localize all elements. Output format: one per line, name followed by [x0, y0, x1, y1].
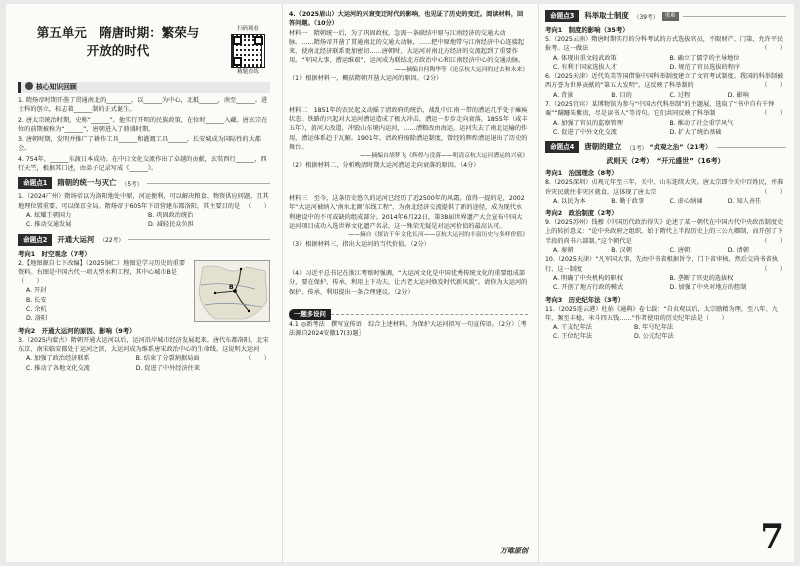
question-5	[545, 35, 786, 54]
review-header	[18, 82, 270, 93]
kp3-sub1: 考向1 制度的影响（35考）	[545, 26, 629, 34]
expand-header	[289, 309, 528, 320]
kp4-header	[545, 141, 786, 153]
option-d[interactable]: D. 清朝	[727, 247, 749, 255]
city-b-label: B	[229, 283, 234, 291]
kp3-tag: 命题点3	[545, 10, 579, 22]
unit-title-line2: 开放的时代	[86, 43, 150, 58]
answer-space[interactable]	[289, 84, 528, 106]
option-d[interactable]: D. 减轻民众负担	[148, 221, 194, 229]
option-d[interactable]: D. 洛阳	[26, 315, 48, 323]
option-a[interactable]: A. 以民为本	[553, 197, 586, 205]
option-c[interactable]: C. 促进了中外文化交流	[553, 128, 617, 136]
kp2-header	[18, 234, 270, 246]
review-item-2: 2. 唐太宗统治时期，史称“______”。他实行开明的民族政策，在位时______入藏。唐玄宗在位的前期被称为“______”，唐朝进入了鼎盛时期。	[18, 116, 268, 133]
unit-title	[18, 24, 218, 60]
question-10-text: 10.（2025天津）“凡军国大事，先由中书省根据旨令，门下省审核，然后交尚书省执行，这一制度	[545, 256, 778, 273]
answer-blank[interactable]: （ ）	[18, 278, 43, 286]
question-2-text: 2.【地图源自七下改编】（2025铜仁）地图是学习历史的重要资料。右图是中国古代一项大型水利工程，其中心城市B是	[18, 259, 186, 276]
answer-space[interactable]	[289, 297, 528, 305]
kp2-sub1: 考向1 时空观念（7考）	[18, 249, 91, 258]
column-left	[6, 4, 276, 562]
publisher-logo: 万唯原创	[500, 547, 528, 555]
option-c[interactable]: C. 有利于国家选拔人才	[553, 63, 617, 71]
sub-question-2: （2）根据材料二，分析晚清时期大运河漕运走向衰落的原因。（4分）	[289, 161, 480, 169]
answer-blank[interactable]: （ ）	[245, 355, 270, 363]
kp1-count: （5考）	[121, 181, 143, 188]
option-d[interactable]: D. 公元纪年法	[634, 333, 674, 341]
question-7-options	[545, 119, 786, 138]
qr-code-icon[interactable]	[231, 34, 265, 68]
answer-blank[interactable]: （ ）	[761, 45, 786, 53]
kp4-sub1: 考向1 治国理念（8考）	[545, 169, 618, 178]
material-3-source: ——摘自《探访千年文化长河——京杭大运河的丰富历史与多样价值》	[348, 232, 528, 239]
review-title: 核心知识回顾	[36, 83, 77, 91]
divider	[331, 314, 528, 315]
answer-blank[interactable]: （ ）	[761, 82, 786, 90]
kp2-name: 开通大运河	[57, 234, 95, 244]
answer-blank[interactable]: （ ）	[702, 314, 728, 322]
option-c[interactable]: C. 过程	[669, 91, 691, 99]
question-11-options	[545, 323, 715, 342]
city-marker	[214, 291, 216, 293]
sub-question-1: （1）根据材料一，概括隋朝开凿大运河的原因。（2分）	[289, 75, 443, 83]
option-b[interactable]: B. 年号纪年法	[634, 324, 674, 332]
answer-blank[interactable]: （ ）	[761, 110, 786, 118]
kp3-count: （39考）	[633, 14, 659, 21]
sub-question-3: （3）根据材料三，指出大运河的当代价值。（2分）	[289, 240, 430, 248]
kp4-sub2: 考向2 政治制度（2考）	[545, 209, 618, 218]
answer-space[interactable]	[289, 249, 528, 269]
city-b-marker	[233, 289, 237, 293]
question-7-text: 7.（2025宜宾）某博物馆为参与“中国古代科举制”的主题展，选取了“书中自有千钟粟”“蹒跚朱紫贵，尽是读书人”等诗句。它们共同反映了科举制	[545, 101, 775, 118]
kp4-count: （1考）	[626, 145, 648, 152]
kp3-name: 科举取士制度	[584, 11, 629, 20]
question-9-options	[545, 246, 786, 255]
question-4: 4.（2025眉山）大运河的兴衰变迁时代的影响，也见证了历史的变迁。阅读材料，回答问题。（10分）	[289, 11, 524, 28]
qr-top-label: 扫码观看	[237, 26, 259, 32]
question-7	[545, 100, 786, 119]
option-b[interactable]: B. 结束了分裂割据局面	[135, 355, 200, 363]
land-shape	[199, 265, 267, 318]
question-3-text: 3.（2025内蒙古）隋朝开通大运河以后，运河沿岸城市经济发展起来。唐代东都洛阳、北宋东京、南宋临安都处于运河之滨，大运河成为维系唐宋政治中心的生命线。这说明大运河	[18, 336, 269, 353]
option-b[interactable]: B. 垄断了官吏的选拔权	[669, 274, 734, 282]
option-c[interactable]: C. 王位纪年法	[553, 333, 593, 341]
unit-header	[18, 24, 270, 80]
question-1	[18, 192, 270, 211]
material-1: 材料一 隋朝统一后，为了巩固政权，急需一条联结中原与江南经济的交通大动脉。……隋炀帝开凿了贯通南北的交通大动脉，……把中原地带与江南经济中心连接起来，使南北经济联系更加密切……唐朝时，大运河对南北方经济的交流起到了重要作用。“军国大事，漕运维艰”，运河成为联结北方政治中心和江南经济中心的交通动脉。	[289, 29, 525, 65]
kp4-subtitle: 武则天（2考） “开元盛世”（16考）	[606, 157, 725, 166]
option-c[interactable]: C. 余杭	[26, 306, 47, 314]
material-3: 材料三 至今，这条历史悠久的运河已经历了近2500年的风霜。值得一提的是，2002年“大运河被纳入‘南水北调’东线工程”，为南北经济交流提供了新的途径，成为现代水利建设中的不可或缺的组成部分。2014年6月22日，第38届世界遗产大会宣布中国大运河项目成功入选世界文化遗产名录，这一殊荣无疑是对运河价值的最高认可。	[289, 195, 525, 230]
question-11-text: 11.（2025连云港）杜佑《通典》卷七载：“自贞观以后，太宗励精为理，至八年、九年，频至丰稔，米斗四五钱……”作者使用的历史纪年法是	[545, 305, 778, 322]
option-c[interactable]: C. 虚心纳谏	[669, 197, 703, 205]
option-a[interactable]: A. 秦朝	[553, 247, 574, 255]
divider	[717, 147, 786, 148]
question-9-text: 9.（2025苏州）钱穆《中国历代政治得失》论述了某一朝代在中国古代中央政治制度史上的转折意义：“论中央政府之组织，始于隋代上半段历史上的三公九卿制，而开创了下半段的尚书六部制。”这个朝代是	[545, 219, 784, 245]
answer-blank[interactable]: （ ）	[761, 237, 786, 245]
kp4-tag: 命题点4	[545, 141, 579, 153]
question-1-options	[18, 211, 270, 230]
option-c[interactable]: C. 推动交通发展	[26, 221, 72, 229]
qr-bottom-label: 精题直练	[237, 69, 259, 75]
option-c[interactable]: C. 唐朝	[669, 247, 691, 255]
question-10-options	[545, 274, 786, 293]
option-a[interactable]: A. 干支纪年法	[553, 324, 592, 332]
question-6	[545, 72, 786, 91]
answer-space[interactable]	[289, 170, 528, 194]
kp1-tag: 命题点1	[18, 177, 52, 189]
kp2-tag: 命题点2	[18, 234, 52, 246]
option-b[interactable]: B. 汉朝	[611, 247, 632, 255]
question-5-text: 5.（2025云南）隋唐时期实行的分科考试的方式选拔官员，不限财产、门第，允许平民报考。这一做法	[545, 36, 784, 53]
kp4-sub3: 考向3 历史纪年法（3考）	[545, 295, 625, 304]
question-6-text: 6.（2025天津）近代英美等国借鉴中国科举制度建立了文官考试制度。我国的科举制被西方誉为世界贡献的“第五大发明”。这反映了科举制的	[545, 73, 784, 90]
answer-blank[interactable]: （ ）	[761, 188, 786, 196]
answer-blank[interactable]: （ ）	[245, 202, 270, 210]
option-a[interactable]: A. 加强了官员的监察管理	[553, 119, 623, 127]
column-middle	[282, 4, 534, 562]
option-b[interactable]: B. 目的	[611, 91, 632, 99]
kp4-name: 唐朝的建立	[584, 142, 622, 152]
divider	[147, 183, 270, 184]
canal-map	[194, 260, 270, 322]
question-8-text: 8.（2025深圳）贞观元年至三年，关中、山东连续大灾。唐太宗即令关中百姓民，并准许灾民就往非灾区就食。这体现了唐太宗	[545, 179, 784, 196]
canal-map-svg	[195, 261, 270, 322]
option-b[interactable]: B. 确立了儒学的主导地位	[669, 54, 740, 62]
question-3-options	[18, 354, 245, 373]
option-a[interactable]: A. 炫耀王朝国力	[26, 211, 72, 219]
option-d[interactable]: D. 加强了中央对地方的控制	[669, 284, 747, 292]
question-1-text: 1.（2024广州）隋场帝以为洛阳地处中原，河运便利，可以解决粮食、物资供应问题，且其地理位置重要，可以保京全局。隋炀帝于605年下诏营建东都洛阳，其主要目的是	[18, 193, 269, 210]
question-8-options	[545, 197, 786, 206]
option-a[interactable]: A. 背景	[553, 91, 574, 99]
option-d[interactable]: D. 影响	[727, 91, 749, 99]
worksheet-page	[6, 4, 794, 562]
lightbulb-icon	[25, 82, 33, 90]
question-9	[545, 218, 786, 246]
review-item-1: 1. 隋炀帝时期开凿了贯通南北的________，以______为中心，北抵______，南至______。进士科的创立，标志着______制的正式诞生。	[18, 97, 268, 114]
option-a[interactable]: A. 开封	[26, 287, 47, 295]
option-c[interactable]: C. 开创了地方行政的模式	[553, 284, 624, 292]
qr-code-block[interactable]	[228, 26, 268, 76]
column-right	[538, 4, 794, 562]
kp4-extra: “贞观之治”（21考）	[649, 143, 712, 152]
question-10	[545, 255, 786, 274]
question-5-options	[545, 54, 786, 73]
option-b[interactable]: B. 勤于政事	[611, 197, 645, 205]
kp2-sub2: 考向2 开通大运河的原因、影响（9考）	[18, 326, 136, 335]
option-b[interactable]: B. 长安	[26, 296, 47, 304]
question-8	[545, 178, 786, 197]
city-marker	[240, 267, 242, 269]
option-b[interactable]: B. 巩固政治统治	[148, 211, 194, 219]
option-d[interactable]: D. 扩大了统治基础	[669, 128, 722, 136]
unit-title-line1: 第五单元 隋唐时期：繁荣与	[36, 25, 200, 40]
kp2-count: （22考）	[99, 238, 125, 245]
divider	[683, 16, 786, 17]
difficulty-badge: 重难	[662, 12, 679, 21]
option-a[interactable]: A. 体现出重文轻武政策	[553, 54, 617, 62]
kp1-header	[18, 177, 270, 189]
city-marker	[248, 309, 250, 311]
option-d[interactable]: D. 促进了中外经济往来	[135, 364, 201, 372]
option-c[interactable]: C. 推动了各地文化交流	[26, 364, 90, 372]
question-6-options	[545, 91, 786, 100]
option-b[interactable]: B. 推动了社会重学风气	[669, 119, 734, 127]
material-1-source: ——摘编自何陶华等《论京杭大运河的过去和未来》	[394, 66, 528, 73]
material-2-source: ——摘编自胡梦飞《辉煌与没落——明清京杭大运河漕运的兴衰》	[359, 153, 528, 160]
review-item-4: 4. 754年，______东渡日本成功。在中日文化交流作出了卓越的贡献，玄奘西行______，西行天竺，根据其口述，由弟子记录写成《______》。	[18, 155, 267, 173]
option-d[interactable]: D. 知人善任	[727, 197, 762, 205]
material-2: 材料二 1851年的农民起义动摇了清政府的统治，战乱中江南一带的漕运几乎处于瘫痪状态。铁路的兴起对大运河漕运造成了极大冲击，漕运一步步走向衰落。1855年（咸丰五年），黄河大改道，冲毁山东境内运河，……漕粮改由海运，运河失去了南北运输的作用，漕运体系趋于瓦解。1901年，清政府废除漕运制度，曾经的辉煌漕运退出了历史的舞台。	[289, 106, 528, 151]
option-a[interactable]: A. 明确了中央机构的职权	[553, 274, 623, 282]
kp1-name: 隋朝的统一与灭亡	[57, 178, 117, 188]
expand-tag: 一题多设问	[289, 309, 331, 320]
page-number: 7	[760, 517, 784, 557]
review-item-3: 3. 唐朝时期，发明并推广了耕作工具______和灌溉工具______，长安城成为国际性的大都会。	[18, 136, 261, 153]
divider	[128, 239, 270, 240]
option-d[interactable]: D. 规范了官员选拔的程序	[669, 63, 741, 71]
kp3-header	[545, 10, 786, 22]
option-a[interactable]: A. 加强了政治经济联系	[26, 355, 90, 363]
question-4-1: 4.1 ◎新考法 撰写宣传语 综合上述材料，为保护大运河拟写一句宣传语。（2分）［考法源自2024安徽17(3)题］	[289, 321, 527, 338]
sub-question-4: （4）习近平总书记在浙江考察时强调，“大运河文化是中国优秀传统文化的重要组成部分，要在保护、传承、利用上下功夫，让古老大运河焕发时代新风貌”。请你为大运河的保护、传承、利用提出一条合理建议。（2分）	[289, 270, 528, 296]
question-11	[545, 305, 786, 324]
answer-blank[interactable]: （ ）	[761, 265, 786, 273]
